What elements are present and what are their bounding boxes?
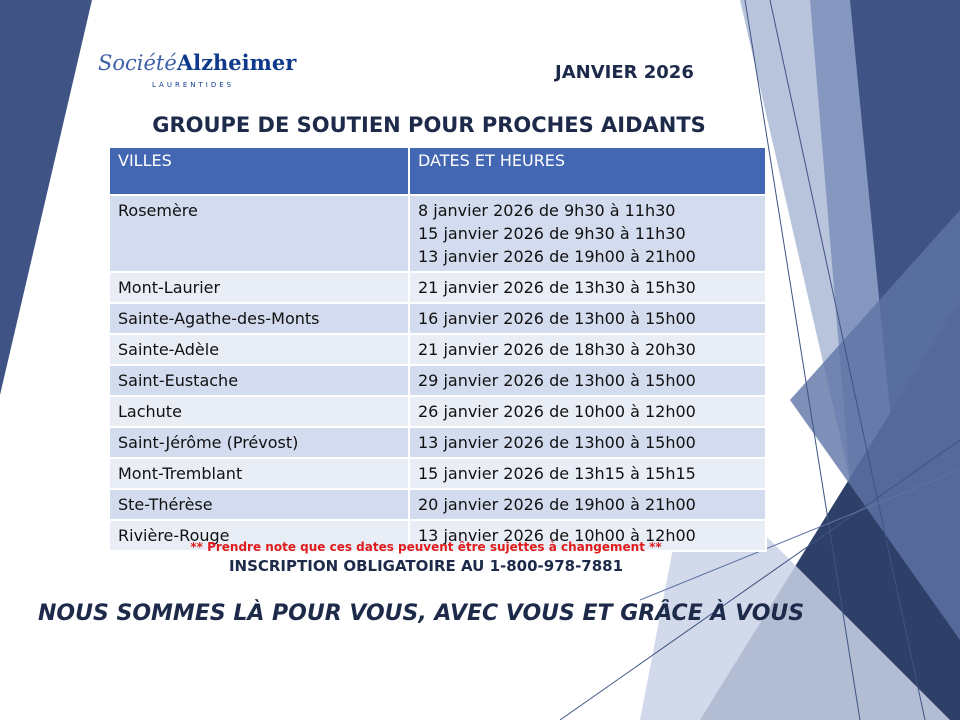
dates-cell: 8 janvier 2026 de 9h30 à 11h30 15 janvier 2026 de 9h30 à 11h30 13 janvier 2026 de 19h00 à 21h00: [409, 195, 766, 272]
city-cell: Lachute: [109, 396, 409, 427]
dates-cell: 21 janvier 2026 de 13h30 à 15h30: [409, 272, 766, 303]
city-cell: Ste-Thérèse: [109, 489, 409, 520]
slogan: NOUS SOMMES LÀ POUR VOUS, AVEC VOUS ET GRÂCE À VOUS: [38, 601, 805, 626]
city-cell: Saint-Eustache: [109, 365, 409, 396]
logo-word-societe: Société: [98, 51, 177, 75]
logo-word-alzheimer: Alzheimer: [176, 50, 297, 75]
dates-cell: 26 janvier 2026 de 10h00 à 12h00: [409, 396, 766, 427]
dates-cell: 29 janvier 2026 de 13h00 à 15h00: [409, 365, 766, 396]
city-cell: Rosemère: [109, 195, 409, 272]
city-cell: Sainte-Agathe-des-Monts: [109, 303, 409, 334]
city-cell: Rivière-Rouge: [109, 520, 409, 551]
table-row: [109, 396, 766, 427]
header-villes: VILLES: [109, 147, 409, 195]
table-header-row: [109, 147, 766, 195]
city-cell: Saint-Jérôme (Prévost): [109, 427, 409, 458]
table-row: [109, 303, 766, 334]
page-title: GROUPE DE SOUTIEN POUR PROCHES AIDANTS: [152, 113, 706, 137]
table-row: [109, 334, 766, 365]
table-row: [109, 195, 766, 272]
city-cell: Mont-Tremblant: [109, 458, 409, 489]
dates-cell: 21 janvier 2026 de 18h30 à 20h30: [409, 334, 766, 365]
table-row: [109, 272, 766, 303]
city-cell: Sainte-Adèle: [109, 334, 409, 365]
table-row: [109, 427, 766, 458]
table-row: [109, 489, 766, 520]
schedule-table: [108, 146, 767, 552]
dates-cell: 13 janvier 2026 de 10h00 à 12h00: [409, 520, 766, 551]
dates-cell: 16 janvier 2026 de 13h00 à 15h00: [409, 303, 766, 334]
city-cell: Mont-Laurier: [109, 272, 409, 303]
dates-cell: 13 janvier 2026 de 13h00 à 15h00: [409, 427, 766, 458]
logo-region: LAURENTIDES: [152, 81, 235, 89]
logo-title: [98, 50, 296, 75]
month-heading: JANVIER 2026: [555, 62, 694, 83]
dates-cell: 20 janvier 2026 de 19h00 à 21h00: [409, 489, 766, 520]
logo: [98, 50, 296, 89]
table-row: [109, 365, 766, 396]
dates-cell: 15 janvier 2026 de 13h15 à 15h15: [409, 458, 766, 489]
change-notice: ** Prendre note que ces dates peuvent être sujettes à changement **: [190, 540, 662, 554]
left-corner-shape: [0, 0, 92, 395]
registration-phone: INSCRIPTION OBLIGATOIRE AU 1-800-978-7881: [228, 557, 624, 575]
header-dates: DATES ET HEURES: [409, 147, 766, 195]
table-row: [109, 458, 766, 489]
